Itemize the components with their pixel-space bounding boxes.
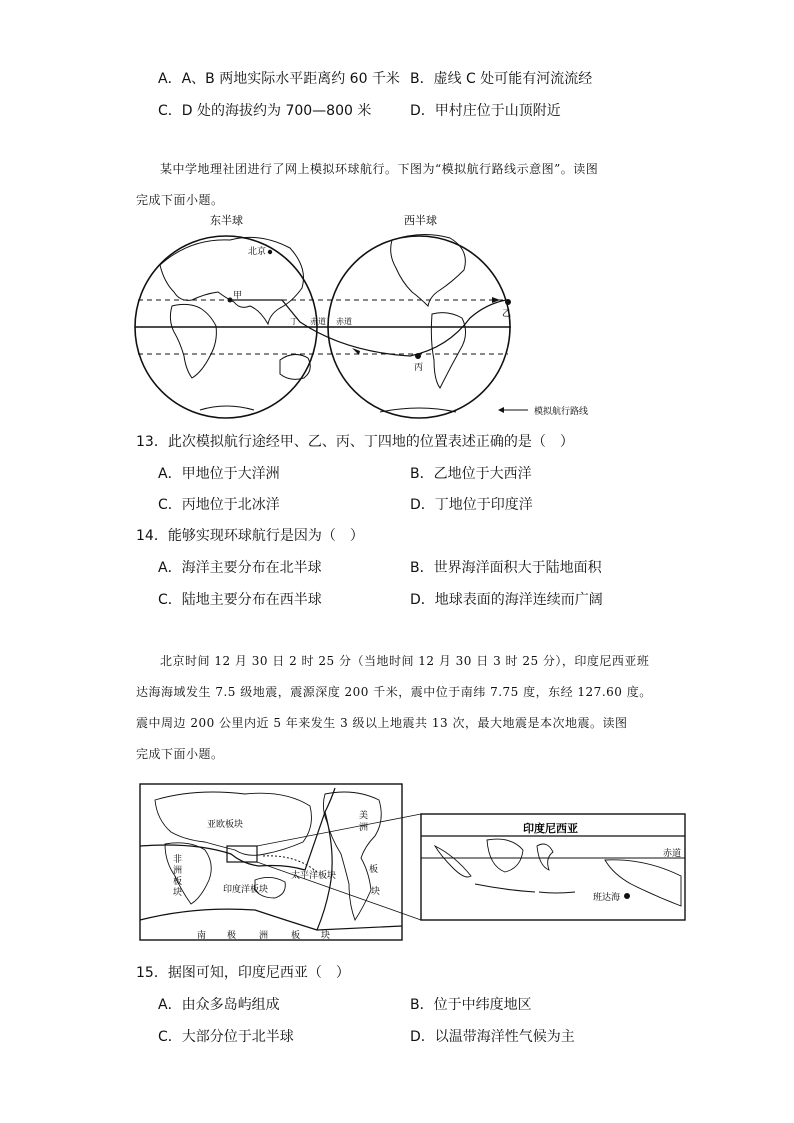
equator-label-left: 赤道 xyxy=(310,317,326,326)
passage1-line1: 某中学地理社团进行了网上模拟环球航行。下图为“模拟航行路线示意图”。读图 xyxy=(160,162,599,176)
sulawesi-island xyxy=(537,844,553,870)
q13-stem: 13．此次模拟航行途经甲、乙、丙、丁四地的位置表述正确的是（ ） xyxy=(136,434,574,450)
beijing-label: 北京 xyxy=(248,247,267,257)
eurasian-plate-label: 亚欧板块 xyxy=(207,820,244,830)
indian-plate-label: 印度洋板块 xyxy=(223,885,269,895)
antarctica-west xyxy=(380,408,456,412)
lesser-sunda xyxy=(539,892,575,893)
inset-title: 印度尼西亚 xyxy=(523,822,578,835)
african-plate-char1: 非 xyxy=(173,855,183,865)
antarctic-plate-char4: 板 xyxy=(291,931,301,941)
q15-option-d: D．以温带海洋性气候为主 xyxy=(410,1029,575,1045)
legend-arrow xyxy=(498,407,504,413)
java-island xyxy=(475,884,535,892)
inset-equator-label: 赤道 xyxy=(663,849,682,859)
q14-option-b: B．世界海洋面积大于陆地面积 xyxy=(410,560,602,576)
connector-top xyxy=(257,814,421,846)
african-plate-char2: 洲 xyxy=(173,866,183,876)
eurasia-land xyxy=(160,237,304,324)
australia-land xyxy=(280,354,310,379)
west-hemisphere-title: 西半球 xyxy=(404,214,437,227)
q14-stem: 14．能够实现环球航行是因为（ ） xyxy=(136,528,364,544)
south-america-land xyxy=(431,313,465,388)
african-plate-char4: 块 xyxy=(173,888,183,898)
american-plate-char4: 块 xyxy=(371,887,381,897)
plate-boundary-south xyxy=(140,909,402,930)
point-yi xyxy=(505,299,511,305)
beijing-star xyxy=(268,250,272,254)
q14-option-a: A．海洋主要分布在北半球 xyxy=(158,560,322,576)
q15-stem: 15．据图可知，印度尼西亚（ ） xyxy=(136,965,350,981)
q14-option-d: D．地球表面的海洋连续而广阔 xyxy=(410,592,603,608)
antarctic-plate-char1: 南 xyxy=(197,931,207,941)
connector-bottom xyxy=(257,862,421,920)
passage2-line1: 北京时间 12 月 30 日 2 时 25 分（当地时间 12 月 30 日 3 时 25 分），印度尼西亚班 xyxy=(160,654,650,668)
banda-sea-label: 班达海 xyxy=(593,893,621,903)
equator-label-right: 赤道 xyxy=(336,317,352,326)
north-america-land xyxy=(391,234,466,306)
africa-outline xyxy=(165,843,211,904)
african-plate-char3: 板 xyxy=(173,877,183,887)
q15-option-c: C．大部分位于北半球 xyxy=(158,1029,294,1045)
sumatra-island xyxy=(435,846,471,877)
q14-option-c: C．陆地主要分布在西半球 xyxy=(158,592,322,608)
antarctica-east xyxy=(200,406,254,410)
bing-label: 丙 xyxy=(414,363,424,373)
option-d: D．甲村庄位于山顶附近 xyxy=(410,103,561,119)
hemisphere-map xyxy=(130,210,630,425)
plate-map xyxy=(135,780,690,945)
antarctic-plate-char5: 块 xyxy=(321,931,331,941)
point-jia xyxy=(228,298,233,303)
banda-point xyxy=(624,893,630,899)
option-a: A．A、B 两地实际水平距离约 60 千米 xyxy=(158,71,400,87)
q15-option-a: A．由众多岛屿组成 xyxy=(158,997,280,1013)
q13-option-b: B．乙地位于大西洋 xyxy=(410,466,532,482)
africa-land xyxy=(170,304,216,378)
passage2-line2: 达海海域发生 7.5 级地震，震源深度 200 千米，震中位于南纬 7.75 度，东经 127.60 度。 xyxy=(136,685,652,699)
legend-label: 模拟航行路线 xyxy=(534,407,589,417)
jia-label: 甲 xyxy=(233,291,243,301)
passage1-line2: 完成下面小题。 xyxy=(136,193,224,207)
q13-option-a: A．甲地位于大洋洲 xyxy=(158,466,280,482)
antarctic-plate-char3: 洲 xyxy=(259,931,269,941)
american-plate-char3: 板 xyxy=(369,865,379,875)
option-b: B．虚线 C 处可能有河流流经 xyxy=(410,71,593,87)
point-bing xyxy=(415,353,421,359)
q13-option-c: C．丙地位于北冰洋 xyxy=(158,497,280,513)
east-hemisphere-title: 东半球 xyxy=(210,214,243,227)
route-line xyxy=(230,300,508,356)
american-plate-char2: 洲 xyxy=(359,823,369,833)
passage2-line3: 震中周边 200 公里内近 5 年来发生 3 级以上地震共 13 次，最大地震是本次地震。读图 xyxy=(136,716,628,730)
pacific-plate-label: 太平洋板块 xyxy=(291,871,337,881)
passage2-line4: 完成下面小题。 xyxy=(136,747,224,761)
q15-option-b: B．位于中纬度地区 xyxy=(410,997,532,1013)
ding-label: 丁 xyxy=(290,317,298,326)
option-c: C．D 处的海拔约为 700—800 米 xyxy=(158,103,372,119)
american-plate-char1: 美 xyxy=(359,811,369,821)
antarctic-plate-char2: 极 xyxy=(227,931,237,941)
borneo-island xyxy=(487,839,523,872)
yi-label: 乙 xyxy=(502,309,512,319)
q13-option-d: D．丁地位于印度洋 xyxy=(410,497,533,513)
